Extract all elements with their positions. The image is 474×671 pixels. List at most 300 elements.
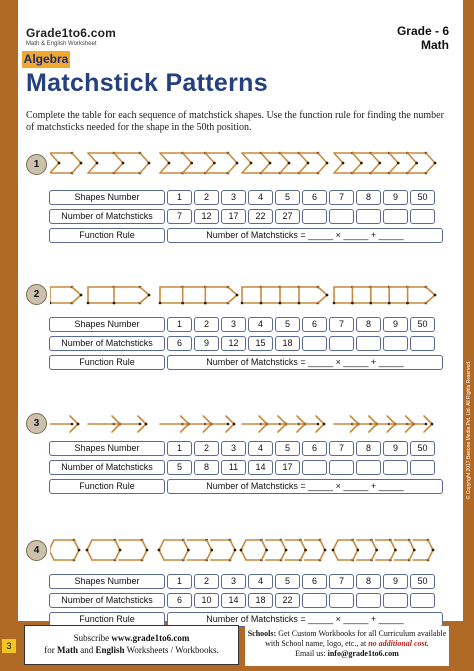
matchstick: [259, 416, 267, 424]
shape-position-cell: 8: [356, 441, 381, 456]
matchstick: [74, 550, 79, 560]
pattern-table: [49, 574, 443, 631]
matchstick: [87, 540, 92, 550]
matchstick: [278, 424, 286, 432]
matchstick-head: [148, 162, 151, 165]
matchstick: [428, 540, 433, 550]
matchstick: [50, 163, 59, 173]
matchstick-head: [190, 162, 193, 165]
matchstick-head: [210, 549, 213, 552]
shape-position-cell: 4: [248, 317, 273, 332]
matchstick-count-cell: 14: [221, 593, 246, 608]
shapes-number-row: [49, 317, 443, 334]
page-title: Matchstick Patterns: [26, 69, 268, 97]
matchstick: [318, 153, 327, 163]
matchstick-count-cell: 18: [275, 336, 300, 351]
matchstick: [297, 424, 305, 432]
matchstick: [226, 416, 234, 424]
matchstick-head: [86, 549, 89, 552]
pattern-shape-4: [240, 539, 327, 562]
matchstick: [241, 540, 246, 550]
matchstick: [50, 550, 54, 560]
shape-position-cell: 3: [221, 441, 246, 456]
matchstick: [228, 287, 237, 295]
matchstick: [74, 540, 79, 550]
function-rule-label: Function Rule: [49, 355, 165, 370]
matchstick: [426, 287, 435, 295]
shape-position-cell: 9: [383, 574, 408, 589]
shapes-number-label: Shapes Number: [49, 190, 165, 205]
subscribe-line-1: [25, 632, 238, 644]
matchstick: [203, 424, 211, 432]
matchstick-count-cell: 17: [221, 209, 246, 224]
shapes-number-label: Shapes Number: [49, 574, 165, 589]
matchstick-head: [113, 302, 116, 305]
matchstick-head: [394, 549, 397, 552]
schools-line-1: [245, 629, 449, 639]
matchstick-head: [379, 162, 382, 165]
shape-position-cell: 1: [167, 317, 192, 332]
matchstick: [228, 163, 237, 173]
matchstick: [409, 550, 414, 560]
matchstick: [181, 416, 189, 424]
function-rule-row: [49, 228, 443, 245]
matchstick-head: [317, 423, 320, 426]
schools-line-2: [245, 639, 449, 649]
topic-badge: Algebra: [23, 52, 69, 66]
matchstick-head: [158, 549, 161, 552]
matchstick: [72, 153, 81, 163]
matchstick-head: [77, 423, 80, 426]
matchstick-answer-cell[interactable]: [383, 593, 408, 608]
matchstick: [88, 153, 97, 163]
subscribe-english: English: [95, 645, 125, 655]
matchstick: [230, 540, 235, 550]
matchstick-head: [159, 302, 162, 305]
matchstick-answer-cell[interactable]: [302, 593, 327, 608]
matchstick: [160, 153, 169, 163]
shapes-number-row: [49, 574, 443, 591]
shape-position-cell: 6: [302, 441, 327, 456]
subscribe-line-2: [25, 644, 238, 656]
matchstick-answer-cell[interactable]: [302, 460, 327, 475]
matchstick-head: [204, 302, 207, 305]
schools-text: Get Custom Workbooks for all Curriculum available: [276, 629, 447, 638]
matchstick: [387, 424, 395, 432]
matchstick-count-cell: 15: [248, 336, 273, 351]
matchstick-head: [146, 549, 149, 552]
pattern-table: [49, 317, 443, 374]
matchstick-answer-cell[interactable]: [302, 336, 327, 351]
pattern-shape-5: [333, 286, 437, 305]
shape-position-cell: 9: [383, 190, 408, 205]
matchstick-head: [351, 302, 354, 305]
matchsticks-label: Number of Matchsticks: [49, 209, 165, 224]
matchstick: [333, 540, 338, 550]
matchstick-answer-cell[interactable]: [410, 336, 435, 351]
matchstick: [350, 424, 358, 432]
matchstick: [72, 295, 81, 303]
subscribe-suffix: Worksheets / Workbooks.: [124, 645, 219, 655]
matchstick: [159, 540, 164, 550]
matchstick: [87, 550, 92, 560]
matchstick-head: [269, 162, 272, 165]
matchstick: [259, 424, 267, 432]
shape-position-cell: 7: [329, 574, 354, 589]
email-link[interactable]: info@grade1to6.com: [327, 649, 399, 658]
function-rule-label: Function Rule: [49, 479, 165, 494]
matchstick: [371, 163, 380, 173]
matchstick-head: [50, 302, 51, 305]
matchstick: [369, 424, 377, 432]
matchstick: [160, 163, 169, 173]
matchstick-head: [326, 294, 329, 297]
matchstick: [426, 295, 435, 303]
function-rule-row: [49, 479, 443, 496]
matchstick: [316, 424, 324, 432]
matchstick-head: [388, 302, 391, 305]
matchstick-head: [236, 162, 239, 165]
pattern-shape-2: [87, 286, 151, 305]
shape-position-cell: 8: [356, 574, 381, 589]
matchstick-head: [260, 302, 263, 305]
matchstick: [387, 416, 395, 424]
shape-position-cell: 3: [221, 317, 246, 332]
matchstick-answer-cell[interactable]: [383, 209, 408, 224]
matchstick: [334, 163, 343, 173]
matchstick: [181, 424, 189, 432]
matchstick: [334, 153, 343, 163]
matchstick: [207, 550, 212, 560]
matchstick-pattern: [50, 409, 450, 439]
matchstick: [390, 540, 395, 550]
matchstick-answer-cell[interactable]: [329, 460, 354, 475]
shape-position-cell: 6: [302, 317, 327, 332]
matchstick-answer-cell[interactable]: [410, 460, 435, 475]
shape-position-cell: 3: [221, 574, 246, 589]
pattern-shape-4: [242, 152, 328, 175]
function-rule-cell[interactable]: Number of Matchsticks = _____ × _____ + _____: [167, 228, 443, 243]
shape-position-cell: 6: [302, 190, 327, 205]
matchstick-count-cell: 6: [167, 593, 192, 608]
matchstick: [50, 540, 54, 550]
matchstick-head: [323, 423, 326, 426]
matchstick-answer-cell[interactable]: [329, 336, 354, 351]
matchstick-head: [168, 162, 171, 165]
matchstick-head: [285, 549, 288, 552]
shape-position-cell: 7: [329, 190, 354, 205]
function-rule-cell[interactable]: Number of Matchsticks = _____ × _____ + _____: [167, 479, 443, 494]
matchstick: [72, 287, 81, 295]
subscribe-and: and: [78, 645, 96, 655]
email-prefix: Email us:: [295, 649, 328, 658]
pattern-shape-3: [160, 152, 238, 175]
matchstick-head: [332, 549, 335, 552]
matchstick-head: [432, 549, 435, 552]
shape-position-cell: 5: [275, 190, 300, 205]
matchstick-head: [234, 549, 237, 552]
shape-position-cell: 50: [410, 190, 435, 205]
matchstick: [301, 540, 306, 550]
matchstick-answer-cell[interactable]: [356, 209, 381, 224]
pattern-shape-1: [50, 152, 82, 175]
shape-position-cell: 9: [383, 441, 408, 456]
matchstick: [426, 153, 435, 163]
matchstick: [205, 163, 214, 173]
matchstick: [352, 163, 361, 173]
shape-position-cell: 8: [356, 190, 381, 205]
shape-position-cell: 5: [275, 317, 300, 332]
matchstick: [320, 540, 325, 550]
matchstick: [203, 416, 211, 424]
matchstick-count-cell: 12: [194, 209, 219, 224]
matchstick: [183, 153, 192, 163]
problem-number-badge: 2: [26, 284, 47, 305]
matchstick-head: [78, 549, 81, 552]
matchstick: [372, 540, 377, 550]
matchstick: [242, 153, 251, 163]
shape-position-cell: 7: [329, 317, 354, 332]
matchstick-head: [250, 162, 253, 165]
matchstick: [280, 163, 289, 173]
subscribe-for: for: [44, 645, 57, 655]
shape-position-cell: 4: [248, 574, 273, 589]
matchstick-answer-cell[interactable]: [329, 209, 354, 224]
matchstick: [138, 416, 146, 424]
matchstick-answer-cell[interactable]: [356, 593, 381, 608]
matchstick: [183, 550, 188, 560]
matchstick-head: [434, 294, 437, 297]
shape-position-cell: 4: [248, 190, 273, 205]
matchstick-count-cell: 12: [221, 336, 246, 351]
function-rule-cell[interactable]: Number of Matchsticks = _____ × _____ + _____: [167, 612, 443, 627]
function-rule-label: Function Rule: [49, 228, 165, 243]
matchstick: [371, 153, 380, 163]
matchstick-head: [241, 302, 244, 305]
matchstick-answer-cell[interactable]: [302, 209, 327, 224]
matchstick-answer-cell[interactable]: [383, 336, 408, 351]
matchstick: [318, 295, 327, 303]
matchstick: [353, 550, 358, 560]
matchstick: [262, 540, 267, 550]
matchstick-answer-cell[interactable]: [383, 460, 408, 475]
schools-label: Schools:: [247, 629, 277, 638]
matchstick-pattern: [50, 148, 450, 178]
matchstick: [112, 416, 120, 424]
matchstick: [261, 163, 270, 173]
schools-line-3: [245, 649, 449, 659]
matchstick-head: [298, 302, 301, 305]
pattern-shape-2: [86, 539, 149, 562]
matchsticks-label: Number of Matchsticks: [49, 460, 165, 475]
matchstick: [372, 550, 377, 560]
matchstick: [205, 153, 214, 163]
matchstick-head: [333, 302, 336, 305]
matchstick: [318, 287, 327, 295]
shape-position-cell: 1: [167, 441, 192, 456]
pattern-shape-1: [50, 539, 80, 562]
pattern-shape-4: [241, 286, 329, 305]
matchstick-count-cell: 11: [221, 460, 246, 475]
matchstick: [226, 424, 234, 432]
matchstick: [115, 550, 120, 560]
matchstick-answer-cell[interactable]: [329, 593, 354, 608]
matchstick: [320, 550, 325, 560]
matchstick-head: [431, 423, 434, 426]
shape-position-cell: 9: [383, 317, 408, 332]
shape-position-cell: 5: [275, 441, 300, 456]
matchstick: [142, 540, 147, 550]
pattern-shape-4: [242, 416, 325, 432]
matchstick: [297, 416, 305, 424]
matchstick-head: [187, 549, 190, 552]
matchstick: [183, 163, 192, 173]
matchstick: [50, 153, 59, 163]
shape-position-cell: 50: [410, 574, 435, 589]
shape-position-cell: 50: [410, 317, 435, 332]
shape-position-cell: 6: [302, 574, 327, 589]
matchstick: [70, 424, 78, 432]
matchstick: [301, 550, 306, 560]
matchstick-head: [307, 162, 310, 165]
matchstick-answer-cell[interactable]: [356, 460, 381, 475]
matchstick-count-cell: 6: [167, 336, 192, 351]
matchstick: [261, 153, 270, 163]
shape-position-cell: 1: [167, 190, 192, 205]
matchstick-head: [425, 423, 428, 426]
matchstick-head: [122, 162, 125, 165]
matchstick: [228, 295, 237, 303]
matchstick: [159, 550, 164, 560]
matchstick: [408, 163, 417, 173]
matchstick-head: [375, 549, 378, 552]
matchstick-head: [265, 549, 268, 552]
matchstick: [115, 540, 120, 550]
matchstick: [350, 416, 358, 424]
problem-number-badge: 3: [26, 413, 47, 434]
matchstick: [389, 153, 398, 163]
matchstick: [278, 416, 286, 424]
function-rule-label: Function Rule: [49, 612, 165, 627]
matchstick: [299, 163, 308, 173]
matchstick: [183, 540, 188, 550]
pattern-shape-5: [334, 416, 433, 432]
matchstick-head: [304, 549, 307, 552]
matchstick: [299, 153, 308, 163]
matchstick-head: [413, 549, 416, 552]
matchstick-count-cell: 22: [248, 209, 273, 224]
matchstick: [138, 424, 146, 432]
function-rule-row: [49, 355, 443, 372]
shape-position-cell: 50: [410, 441, 435, 456]
matchstick-count-cell: 18: [248, 593, 273, 608]
pattern-shape-2: [88, 152, 150, 175]
matchstick-head: [360, 162, 363, 165]
matchstick-head: [80, 294, 83, 297]
matchstick-count-cell: 8: [194, 460, 219, 475]
matchstick-head: [87, 302, 90, 305]
matchstick: [242, 163, 251, 173]
matchstick: [207, 540, 212, 550]
shapes-number-label: Shapes Number: [49, 317, 165, 332]
matchstick-head: [80, 162, 83, 165]
matchstick-head: [406, 302, 409, 305]
matchstick-head: [96, 162, 99, 165]
matchstick-head: [148, 294, 151, 297]
matchstick-head: [415, 162, 418, 165]
matchstick-count-cell: 9: [194, 336, 219, 351]
matchstick: [352, 153, 361, 163]
matchstick-answer-cell[interactable]: [356, 336, 381, 351]
matchstick-head: [236, 294, 239, 297]
copyright-text: © Copyright 2017 Beeone Media Pvt. Ltd. All Rights Reserved.: [465, 360, 472, 500]
shape-position-cell: 2: [194, 317, 219, 332]
function-rule-cell[interactable]: Number of Matchsticks = _____ × _____ + _____: [167, 355, 443, 370]
matchstick: [262, 550, 267, 560]
matchstick: [140, 295, 149, 303]
page-number: 3: [2, 639, 16, 653]
matchstick-head: [181, 302, 184, 305]
matchstick-head: [139, 423, 142, 426]
subscribe-prefix: Subscribe: [73, 633, 112, 643]
matchstick-head: [227, 423, 230, 426]
matchstick: [389, 163, 398, 173]
grade-level: Grade - 6: [396, 24, 449, 38]
shapes-number-label: Shapes Number: [49, 441, 165, 456]
subscribe-box: [24, 625, 239, 665]
schools-text-2: with School name, logo, etc., at: [265, 639, 369, 648]
subscribe-link[interactable]: www.grade1to6.com: [111, 633, 190, 643]
matchstick: [228, 153, 237, 163]
shape-position-cell: 2: [194, 441, 219, 456]
matchstick: [424, 424, 432, 432]
logo-subtitle: Math & English Worksheet: [26, 41, 97, 47]
pattern-shape-2: [88, 416, 147, 432]
matchstick-head: [119, 549, 122, 552]
schools-no-cost: no additional cost.: [368, 639, 429, 648]
matchstick: [88, 163, 97, 173]
matchstick: [72, 163, 81, 173]
pattern-shape-3: [160, 416, 235, 432]
pattern-table: [49, 441, 443, 498]
grade-subject: Math: [421, 38, 449, 52]
subscribe-math: Math: [57, 645, 78, 655]
shape-position-cell: 1: [167, 574, 192, 589]
shapes-number-row: [49, 190, 443, 207]
matchstick-answer-cell[interactable]: [410, 209, 435, 224]
matchsticks-row: [49, 336, 443, 353]
pattern-shape-5: [332, 539, 435, 562]
matchstick-pattern: [50, 535, 450, 565]
matchstick-head: [324, 549, 327, 552]
matchstick-pattern: [50, 280, 450, 310]
matchstick: [369, 416, 377, 424]
matchstick-head: [145, 423, 148, 426]
pattern-shape-5: [334, 152, 436, 175]
matchstick: [281, 550, 286, 560]
matchstick: [318, 163, 327, 173]
pattern-shape-3: [158, 539, 237, 562]
shape-position-cell: 3: [221, 190, 246, 205]
pattern-shape-1: [50, 286, 82, 305]
matchstick-answer-cell[interactable]: [410, 593, 435, 608]
matchstick: [241, 550, 246, 560]
site-logo: [26, 26, 116, 47]
matchstick: [112, 424, 120, 432]
matchstick-head: [342, 162, 345, 165]
matchsticks-row: [49, 209, 443, 226]
matchstick-head: [58, 162, 61, 165]
